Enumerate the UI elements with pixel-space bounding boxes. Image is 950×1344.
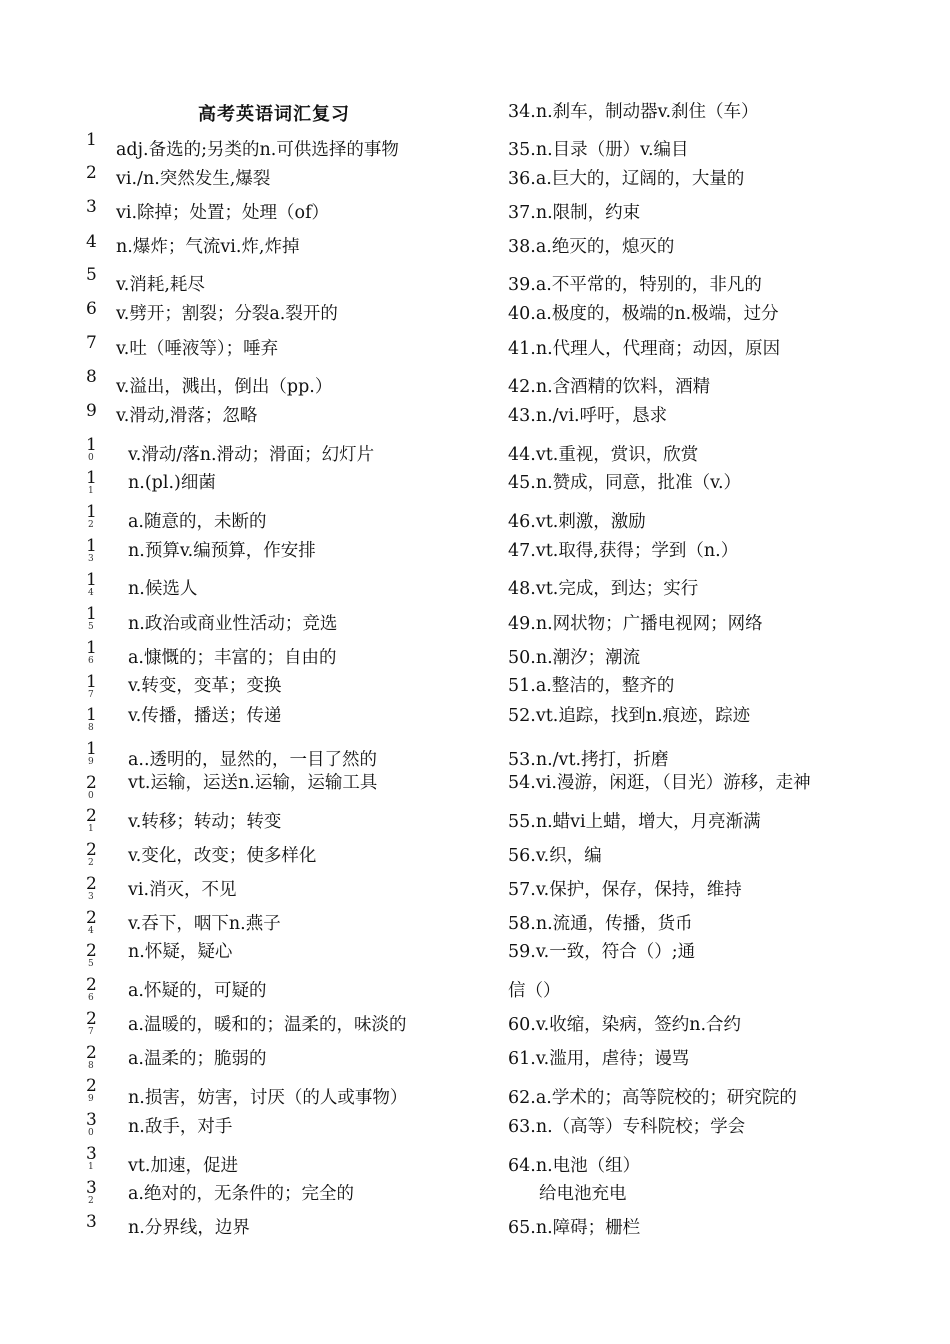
left-entry: v.溢出，溅出，倒出（pp.） (116, 377, 333, 397)
left-entry: v.劈开；割裂；分裂a.裂开的 (116, 304, 338, 324)
left-entry: n.候选人 (128, 579, 198, 599)
right-entry: 54.vi.漫游，闲逛，（目光）游移，走神 (508, 773, 811, 793)
right-entry: 60.v.收缩，染病，签约n.合约 (508, 1015, 742, 1035)
left-entry: n.敌手，对手 (128, 1117, 233, 1137)
left-entry: n.政治或商业性活动；竞选 (128, 614, 338, 634)
left-number: 3 (86, 197, 97, 217)
right-entry: 37.n.限制，约束 (508, 203, 641, 223)
left-number: 7 (86, 333, 97, 353)
left-entry: n.爆炸；气流vi.炸,炸掉 (116, 237, 300, 257)
left-number: 2 4 (86, 908, 97, 936)
left-number: 1 3 (86, 536, 97, 564)
left-entry: v.转移；转动；转变 (128, 812, 282, 832)
left-number: 2 1 (86, 806, 97, 834)
left-number: 2 9 (86, 1076, 97, 1104)
left-number: 4 (86, 232, 97, 252)
left-entry: a.慷慨的；丰富的；自由的 (128, 648, 337, 668)
left-number: 1 1 (86, 468, 97, 496)
right-entry: 41.n.代理人，代理商；动因，原因 (508, 339, 781, 359)
right-entry: 65.n.障碍；栅栏 (508, 1218, 641, 1238)
left-number: 1 4 (86, 570, 97, 598)
right-entry: 63.n.（高等）专科院校；学会 (508, 1117, 746, 1137)
left-entry: vi.除掉；处置；处理（of） (116, 203, 330, 223)
left-entry: v.滑动,滑落；忽略 (116, 406, 258, 426)
right-entry: 52.vt.追踪，找到n.痕迹，踪迹 (508, 706, 751, 726)
left-entry: v.传播，播送；传递 (128, 706, 282, 726)
left-entry: v.消耗,耗尽 (116, 275, 205, 295)
left-number: 2 5 (86, 941, 97, 969)
left-entry: v.滑动/落n.滑动；滑面；幻灯片 (128, 445, 375, 465)
left-entry: adj.备选的;另类的n.可供选择的事物 (116, 140, 399, 160)
left-number: 8 (86, 367, 97, 387)
right-entry: 给电池充电 (539, 1184, 627, 1204)
left-number: 3 (86, 1212, 97, 1232)
left-entry: v.转变，变革；变换 (128, 676, 282, 696)
right-entry: 46.vt.刺激，激励 (508, 512, 646, 532)
right-entry: 62.a.学术的；高等院校的；研究院的 (508, 1088, 797, 1108)
left-number: 1 (86, 130, 97, 150)
left-number: 1 0 (86, 435, 97, 463)
left-number: 2 0 (86, 773, 97, 801)
left-number: 5 (86, 265, 97, 285)
left-entry: n.(pl.)细菌 (128, 473, 216, 493)
left-number: 2 8 (86, 1043, 97, 1071)
right-entry: 51.a.整洁的，整齐的 (508, 676, 675, 696)
left-entry: n.损害，妨害，讨厌（的人或事物） (128, 1088, 408, 1108)
right-entry: 36.a.巨大的，辽阔的，大量的 (508, 169, 745, 189)
right-entry: 47.vt.取得,获得；学到（n.） (508, 541, 739, 561)
right-entry: 53.n./vt.拷打，折磨 (508, 750, 669, 770)
right-entry: 34.n.刹车，制动器v.刹住（车） (508, 102, 759, 122)
right-entry: 38.a.绝灭的，熄灭的 (508, 237, 675, 257)
left-number: 3 0 (86, 1110, 97, 1138)
left-entry: a.温暖的，暖和的；温柔的，味淡的 (128, 1015, 407, 1035)
right-entry: 64.n.电池（组） (508, 1156, 641, 1176)
left-entry: vi.消灭，不见 (128, 880, 237, 900)
left-number: 2 7 (86, 1009, 97, 1037)
right-entry: 48.vt.完成，到达；实行 (508, 579, 699, 599)
left-entry: n.预算v.编预算，作安排 (128, 541, 316, 561)
left-entry: n.怀疑，疑心 (128, 942, 233, 962)
left-number: 1 5 (86, 604, 97, 632)
right-entry: 49.n.网状物；广播电视网；网络 (508, 614, 763, 634)
left-number: 1 7 (86, 672, 97, 700)
left-entry: v.吞下，咽下n.燕子 (128, 914, 281, 934)
left-number: 2 2 (86, 840, 97, 868)
left-number: 3 2 (86, 1178, 97, 1206)
left-number: 2 6 (86, 975, 97, 1003)
left-entry: a.温柔的；脆弱的 (128, 1049, 267, 1069)
right-entry: 42.n.含酒精的饮料，酒精 (508, 377, 711, 397)
left-entry: vt.加速，促进 (128, 1156, 238, 1176)
left-entry: a.绝对的，无条件的；完全的 (128, 1184, 354, 1204)
left-number: 6 (86, 299, 97, 319)
right-entry: 40.a.极度的，极端的n.极端，过分 (508, 304, 779, 324)
left-entry: v.吐（唾液等）；唾弃 (116, 339, 279, 359)
right-entry: 58.n.流通，传播，货币 (508, 914, 693, 934)
left-number: 9 (86, 401, 97, 421)
left-number: 1 8 (86, 705, 97, 733)
left-number: 1 9 (86, 739, 97, 767)
left-number: 1 6 (86, 638, 97, 666)
left-entry: a..透明的，显然的，一目了然的 (128, 750, 378, 770)
right-entry: 44.vt.重视，赏识，欣赏 (508, 445, 699, 465)
left-number: 3 1 (86, 1144, 97, 1172)
right-entry: 43.n./vi.呼吁，恳求 (508, 406, 668, 426)
left-entry: a.随意的，未断的 (128, 512, 267, 532)
left-entry: v.变化，改变；使多样化 (128, 846, 317, 866)
left-entry: vt.运输，运送n.运输，运输工具 (128, 773, 378, 793)
page-title: 高考英语词汇复习 (198, 104, 350, 125)
left-entry: n.分界线，边界 (128, 1218, 250, 1238)
left-entry: vi./n.突然发生,爆裂 (116, 169, 271, 189)
right-entry: 50.n.潮汐；潮流 (508, 648, 641, 668)
right-entry: 信（） (508, 981, 561, 1001)
left-number: 1 2 (86, 502, 97, 530)
right-entry: 45.n.赞成，同意，批准（v.） (508, 473, 742, 493)
left-number: 2 (86, 163, 97, 183)
right-entry: 39.a.不平常的，特别的，非凡的 (508, 275, 762, 295)
right-entry: 35.n.目录（册）v.编目 (508, 140, 689, 160)
right-entry: 59.v.一致，符合（）;通 (508, 942, 696, 962)
right-entry: 57.v.保护，保存，保持，维持 (508, 880, 742, 900)
left-entry: a.怀疑的，可疑的 (128, 981, 267, 1001)
right-entry: 56.v.织，编 (508, 846, 602, 866)
right-entry: 55.n.蜡vi上蜡，增大，月亮渐满 (508, 812, 761, 832)
right-entry: 61.v.滥用，虐待；谩骂 (508, 1049, 690, 1069)
left-number: 2 3 (86, 874, 97, 902)
